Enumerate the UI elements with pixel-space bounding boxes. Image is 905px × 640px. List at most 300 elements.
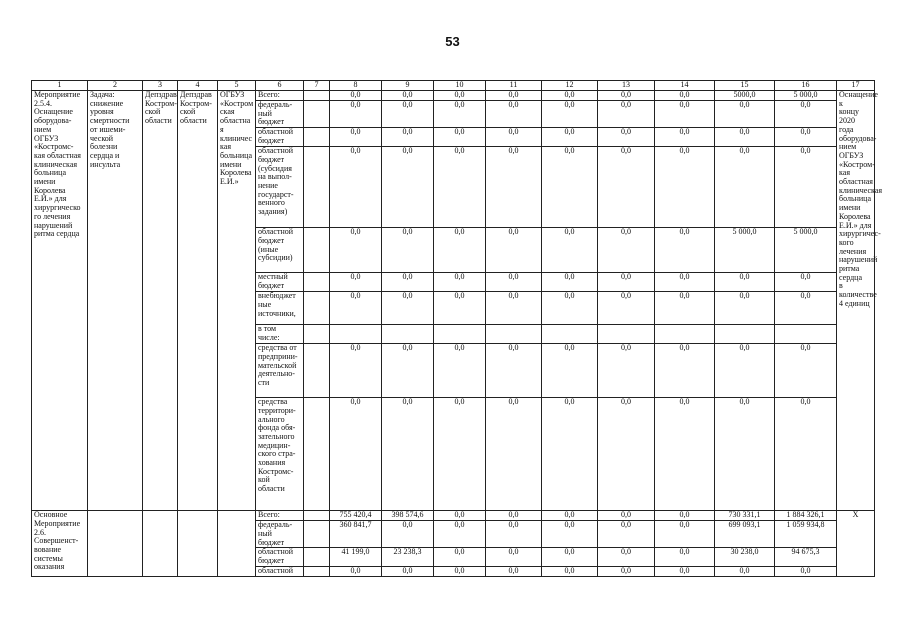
funding-source [256, 398, 304, 511]
cell-line: бюджет [258, 280, 285, 290]
cell-line: нием ОГБУЗ [839, 142, 864, 160]
cell-line: деятельно- [258, 369, 295, 379]
expected-result [837, 90, 883, 511]
value-cell: 0,0 [598, 344, 655, 398]
column-number-12: 12 [542, 81, 598, 91]
value-cell: 0,0 [330, 228, 382, 273]
cell-line: медицин- [258, 440, 291, 450]
column-number-row [32, 81, 875, 91]
budget-table [31, 80, 883, 577]
value-cell [598, 325, 655, 344]
value-cell: 0,0 [434, 273, 486, 292]
value-cell: 0,0 [434, 292, 486, 325]
cell-line: средства от [258, 343, 297, 353]
value-cell: 0,0 [655, 228, 715, 273]
cell-line: территори- [258, 405, 296, 415]
value-cell: 0,0 [434, 128, 486, 147]
value-cell: 0,0 [486, 511, 542, 521]
measure-name [32, 511, 88, 577]
cell-line: Костромс- [258, 466, 294, 476]
value-cell [715, 325, 775, 344]
cell-line: болезни [90, 142, 118, 152]
measure-name [32, 91, 88, 511]
cell-line: источники, [258, 308, 296, 318]
column-7-cell [304, 398, 330, 511]
column-number-14: 14 [655, 81, 715, 91]
value-cell: 0,0 [486, 128, 542, 147]
column-number-3: 3 [143, 81, 178, 91]
cell-line: оказания [34, 562, 65, 572]
funding-source [256, 567, 304, 577]
cell-line: области [145, 116, 172, 126]
funding-source [256, 101, 304, 128]
value-cell: 0,0 [486, 567, 542, 577]
value-cell: 0,0 [330, 273, 382, 292]
value-cell: 0,0 [486, 398, 542, 511]
cell-line: субсидии) [258, 253, 293, 263]
value-cell: 699 093,1 [715, 521, 775, 548]
cell-line: нарушений [34, 220, 73, 230]
column-number-2: 2 [88, 81, 143, 91]
value-cell: 1 884 326,1 [775, 511, 837, 521]
value-cell: 0,0 [598, 228, 655, 273]
column-7-cell [304, 567, 330, 577]
column-7-cell [304, 292, 330, 325]
value-cell: 0,0 [486, 147, 542, 228]
cell-line: федераль- [258, 100, 293, 109]
value-cell: 0,0 [330, 567, 382, 577]
column-number-10: 10 [434, 81, 486, 91]
cell-line: оборудова- [839, 133, 877, 143]
cell-line: местный [258, 272, 288, 282]
value-cell: 0,0 [715, 292, 775, 325]
responsible-executor [143, 511, 178, 577]
value-cell: 0,0 [434, 567, 486, 577]
value-cell: 5 000,0 [775, 91, 837, 101]
cell-line: ОГБУЗ [34, 133, 59, 143]
value-cell: 0,0 [434, 398, 486, 511]
value-cell: 0,0 [542, 128, 598, 147]
value-cell: 30 238,0 [715, 548, 775, 567]
cell-line: имени [839, 203, 861, 213]
value-cell: 0,0 [655, 273, 715, 292]
value-cell [542, 325, 598, 344]
cell-line: го лечения [34, 211, 71, 221]
cell-line: ального [258, 414, 285, 424]
cell-line: инсульта [90, 159, 121, 169]
value-cell: 0,0 [655, 91, 715, 101]
cell-line: больница [839, 194, 871, 204]
funding-source [256, 521, 304, 548]
cell-line: Оснащение [34, 107, 73, 117]
cell-line: Депздрав [145, 90, 177, 99]
cell-line: области [258, 484, 285, 494]
value-cell: 0,0 [598, 567, 655, 577]
value-cell: 0,0 [382, 147, 434, 228]
value-cell [434, 325, 486, 344]
cell-line: зательного [258, 431, 295, 441]
cell-line: кая областная [34, 150, 81, 160]
cell-line: фонда обя- [258, 423, 296, 433]
cell-line: уровня [90, 107, 114, 117]
value-cell: 0,0 [598, 101, 655, 128]
value-cell: 0,0 [486, 91, 542, 101]
value-cell: 0,0 [655, 398, 715, 511]
value-cell: 0,0 [598, 398, 655, 511]
value-cell [330, 325, 382, 344]
column-7-cell [304, 91, 330, 101]
cell-line: хирургическо [34, 203, 81, 213]
value-cell: 0,0 [434, 91, 486, 101]
cell-line: Королева [839, 211, 871, 221]
cell-line: Депздрав [180, 90, 212, 99]
column-7-cell [304, 228, 330, 273]
cell-line: бюджет [258, 117, 285, 127]
cell-line: внебюджет [258, 291, 296, 301]
value-cell: 0,0 [715, 101, 775, 128]
value-cell: 0,0 [598, 511, 655, 521]
value-cell: 0,0 [382, 521, 434, 548]
value-cell: 0,0 [330, 128, 382, 147]
cell-line: нием [34, 124, 52, 134]
task-description [88, 511, 143, 577]
value-cell: 0,0 [598, 273, 655, 292]
cell-line: Совершенст- [34, 536, 79, 546]
value-cell: 0,0 [542, 521, 598, 548]
value-cell: 0,0 [655, 128, 715, 147]
value-cell: 0,0 [542, 91, 598, 101]
cell-line: ритма сердца [839, 264, 862, 282]
value-cell: 0,0 [715, 128, 775, 147]
cell-line: областная [839, 177, 873, 187]
value-cell: 0,0 [598, 548, 655, 567]
cell-line: Е.И.» [220, 177, 239, 187]
cell-line: бюджет [258, 235, 285, 245]
cell-line: областна [220, 116, 251, 126]
funding-source [256, 292, 304, 325]
cell-line: 4 единиц [839, 298, 870, 308]
value-cell: 0,0 [330, 292, 382, 325]
value-cell: 0,0 [486, 521, 542, 548]
column-number-1: 1 [32, 81, 88, 91]
value-cell: 0,0 [775, 273, 837, 292]
cell-line: ОГБУЗ [220, 90, 245, 99]
cell-line: ского стра- [258, 449, 296, 459]
value-cell: 0,0 [715, 567, 775, 577]
cell-line: клиничес [220, 133, 253, 143]
value-cell: 0,0 [542, 147, 598, 228]
value-cell: 0,0 [598, 521, 655, 548]
value-cell: 41 199,0 [330, 548, 382, 567]
cell-line: Всего: [258, 510, 280, 520]
column-number-7: 7 [304, 81, 330, 91]
cell-line: Е.И.» для [34, 194, 67, 204]
cell-line: бюджет [258, 537, 285, 547]
value-cell: 0,0 [330, 147, 382, 228]
value-cell: 1 059 934,8 [775, 521, 837, 548]
participant [218, 511, 256, 577]
value-cell: 0,0 [775, 101, 837, 128]
cell-line: Е.И.» для [839, 220, 872, 230]
value-cell: 0,0 [775, 128, 837, 147]
value-cell: 0,0 [542, 344, 598, 398]
cell-line: бюджет [258, 154, 285, 164]
column-number-15: 15 [715, 81, 775, 91]
value-cell: 0,0 [775, 292, 837, 325]
value-cell: 0,0 [775, 344, 837, 398]
value-cell: 94 675,3 [775, 548, 837, 567]
value-cell: 0,0 [434, 548, 486, 567]
cell-line: концу 2020 [839, 107, 860, 126]
funding-source [256, 548, 304, 567]
value-cell: 0,0 [486, 344, 542, 398]
table-row [32, 511, 875, 521]
cell-line: области [180, 116, 207, 126]
column-7-cell [304, 511, 330, 521]
value-cell: 0,0 [434, 521, 486, 548]
cell-line: в количестве [839, 281, 877, 300]
value-cell [775, 325, 837, 344]
funding-source [256, 273, 304, 292]
value-cell: 0,0 [434, 344, 486, 398]
cell-line: нарушений [839, 255, 878, 265]
column-7-cell [304, 101, 330, 128]
column-7-cell [304, 344, 330, 398]
value-cell: 0,0 [382, 567, 434, 577]
funding-source [256, 228, 304, 273]
cell-line: (субсидия [258, 163, 292, 173]
funding-source [256, 325, 304, 344]
value-cell: 0,0 [715, 344, 775, 398]
value-cell: 0,0 [486, 548, 542, 567]
cell-line: Мероприятие [34, 90, 81, 99]
cell-line: ской [145, 107, 161, 117]
value-cell: 0,0 [434, 511, 486, 521]
value-cell: 5 000,0 [715, 228, 775, 273]
value-cell: 0,0 [486, 101, 542, 128]
column-7-cell [304, 521, 330, 548]
cell-line: кая [839, 168, 850, 178]
funding-source [256, 511, 304, 521]
cell-line: Основное [34, 510, 68, 520]
column-7-cell [304, 128, 330, 147]
value-cell: 0,0 [655, 101, 715, 128]
value-cell: 0,0 [382, 273, 434, 292]
value-cell: 0,0 [775, 398, 837, 511]
value-cell [655, 325, 715, 344]
cell-line: ская [220, 107, 235, 117]
value-cell: 0,0 [655, 511, 715, 521]
cell-line: Всего: [258, 90, 280, 99]
column-number-11: 11 [486, 81, 542, 91]
value-cell: 0,0 [486, 228, 542, 273]
value-cell: 0,0 [655, 344, 715, 398]
value-cell: 0,0 [382, 398, 434, 511]
value-cell: 0,0 [775, 147, 837, 228]
value-cell: 0,0 [542, 101, 598, 128]
task-description [88, 91, 143, 511]
value-cell: 0,0 [486, 292, 542, 325]
cell-line: Королева [220, 168, 252, 178]
cell-line: кая [220, 142, 231, 152]
value-cell: 0,0 [542, 273, 598, 292]
value-cell: 360 841,7 [330, 521, 382, 548]
cell-line: Мероприятие [34, 518, 81, 528]
value-cell: 23 238,3 [382, 548, 434, 567]
cell-line: ритма сердца [34, 229, 80, 239]
column-7-cell [304, 548, 330, 567]
cell-line: смертности [90, 116, 130, 126]
cell-line: системы [34, 553, 63, 563]
funding-source [256, 91, 304, 101]
cell-line: 2.6. [34, 527, 46, 537]
cell-line: в том [258, 324, 277, 334]
cell-line: кого лечения [839, 237, 867, 256]
cell-line: имени [220, 159, 242, 169]
column-7-cell [304, 147, 330, 228]
cell-line: 2.5.4. [34, 98, 52, 108]
column-number-17: 17 [837, 81, 875, 91]
column-number-5: 5 [218, 81, 256, 91]
coexecutor [178, 91, 218, 511]
value-cell: 0,0 [598, 91, 655, 101]
participant [218, 91, 256, 511]
value-cell: 0,0 [382, 228, 434, 273]
value-cell: 0,0 [486, 273, 542, 292]
column-number-6: 6 [256, 81, 304, 91]
value-cell: 0,0 [598, 292, 655, 325]
cell-line: ный [258, 108, 272, 118]
cell-line: нение [258, 180, 278, 190]
cell-line: на выпол- [258, 172, 292, 182]
value-cell: 0,0 [655, 292, 715, 325]
cell-line: Костром- [180, 98, 212, 108]
value-cell: 0,0 [330, 398, 382, 511]
value-cell: 0,0 [598, 147, 655, 228]
cell-line: задания) [258, 207, 288, 217]
cell-line: ской [180, 107, 196, 117]
cell-line: больница [220, 150, 252, 160]
cell-line: оборудова- [34, 116, 72, 126]
value-cell: 0,0 [330, 101, 382, 128]
column-number-13: 13 [598, 81, 655, 91]
cell-line: клиническая [34, 159, 78, 169]
cell-line: сти [258, 377, 270, 387]
cell-line: клиническая [839, 185, 883, 195]
cell-line: снижение [90, 98, 124, 108]
cell-line: областной [258, 146, 294, 156]
value-cell: 0,0 [542, 292, 598, 325]
value-cell: 0,0 [655, 521, 715, 548]
funding-source [256, 344, 304, 398]
cell-line: от ишеми- [90, 124, 126, 134]
cell-line: вование [34, 544, 62, 554]
cell-line: «Костромс- [34, 142, 74, 152]
cell-line: бюджет [258, 555, 285, 565]
funding-source [256, 147, 304, 228]
cell-line: Костром- [145, 98, 177, 108]
table-row [32, 91, 875, 101]
value-cell: 0,0 [382, 128, 434, 147]
page-number: 53 [445, 34, 460, 49]
cell-line: «Костром- [839, 159, 875, 169]
value-cell: 5000,0 [715, 91, 775, 101]
cell-line: венного [258, 198, 285, 208]
value-cell: 0,0 [382, 344, 434, 398]
value-cell: 0,0 [382, 91, 434, 101]
value-cell: 0,0 [382, 101, 434, 128]
cell-line: Задача: [90, 90, 115, 99]
value-cell: 0,0 [655, 548, 715, 567]
cell-line: Королева [34, 185, 66, 195]
value-cell: 0,0 [330, 91, 382, 101]
cell-line: (иные [258, 244, 279, 254]
value-cell: 0,0 [434, 101, 486, 128]
column-number-8: 8 [330, 81, 382, 91]
cell-line: областной [258, 227, 294, 237]
cell-line: областной [258, 127, 294, 137]
column-number-9: 9 [382, 81, 434, 91]
expected-result: Х [837, 511, 875, 577]
cell-line: хования [258, 458, 286, 468]
cell-line: имени [34, 177, 56, 187]
value-cell: 755 420,4 [330, 511, 382, 521]
cell-line: числе: [258, 332, 280, 342]
cell-line: государст- [258, 189, 294, 199]
value-cell: 0,0 [434, 147, 486, 228]
funding-source [256, 128, 304, 147]
value-cell: 0,0 [775, 567, 837, 577]
cell-line: средства [258, 397, 288, 407]
value-cell: 730 331,1 [715, 511, 775, 521]
cell-line: ческой [90, 133, 114, 143]
cell-line: областной [258, 547, 294, 557]
cell-line: бюджет [258, 135, 285, 145]
cell-line: я [220, 124, 224, 134]
cell-line: мательской [258, 360, 297, 370]
value-cell: 0,0 [598, 128, 655, 147]
value-cell: 0,0 [434, 228, 486, 273]
cell-line: больница [34, 168, 66, 178]
cell-line: кой [258, 475, 270, 485]
cell-line: сердца и [90, 150, 120, 160]
value-cell: 0,0 [542, 548, 598, 567]
value-cell: 0,0 [542, 228, 598, 273]
column-7-cell [304, 273, 330, 292]
cell-line: «Костром [220, 98, 254, 108]
value-cell: 0,0 [382, 292, 434, 325]
value-cell: 398 574,6 [382, 511, 434, 521]
cell-line: ный [258, 528, 272, 538]
value-cell: 0,0 [715, 398, 775, 511]
value-cell: 0,0 [655, 147, 715, 228]
value-cell: 0,0 [542, 567, 598, 577]
value-cell: 0,0 [330, 344, 382, 398]
value-cell: 0,0 [715, 147, 775, 228]
responsible-executor [143, 91, 178, 511]
cell-line: года [839, 124, 854, 134]
column-number-4: 4 [178, 81, 218, 91]
cell-line: ные [258, 299, 272, 309]
column-7-cell [304, 325, 330, 344]
value-cell [382, 325, 434, 344]
value-cell: 0,0 [655, 567, 715, 577]
value-cell: 0,0 [542, 398, 598, 511]
cell-line: Оснащение к [839, 90, 878, 108]
column-number-16: 16 [775, 81, 837, 91]
value-cell: 0,0 [542, 511, 598, 521]
coexecutor [178, 511, 218, 577]
